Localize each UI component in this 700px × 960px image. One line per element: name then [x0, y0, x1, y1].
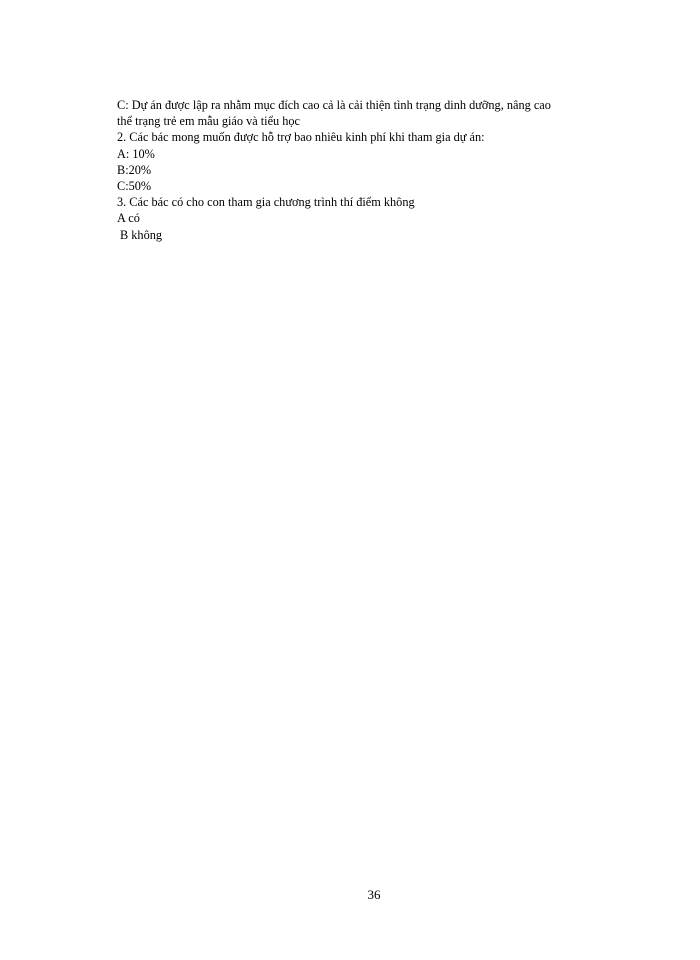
question-3: 3. Các bác có cho con tham gia chương trình thí điểm không [117, 195, 415, 210]
question-2-option-a: A: 10% [117, 146, 155, 161]
question-3-option-b: B không [120, 227, 163, 242]
question-2-option-b: B:20% [117, 162, 152, 177]
question-2: 2. Các bác mong muốn được hỗ trợ bao nhiêu kinh phí khi tham gia dự án: [117, 130, 485, 145]
answer-c-line-2: thể trạng trẻ em mẫu giáo và tiểu học [117, 114, 301, 129]
question-2-option-c: C:50% [117, 179, 152, 194]
page-number: 36 [367, 887, 381, 902]
answer-c-text-1: C: Dự án được lập ra nhằm mục đích cao cả là cải thiện tình trạng dinh dưỡng, nâng cao [117, 98, 551, 112]
document-body [117, 97, 623, 243]
answer-c-line-1 [117, 97, 623, 113]
question-3-option-a: A có [117, 211, 140, 226]
